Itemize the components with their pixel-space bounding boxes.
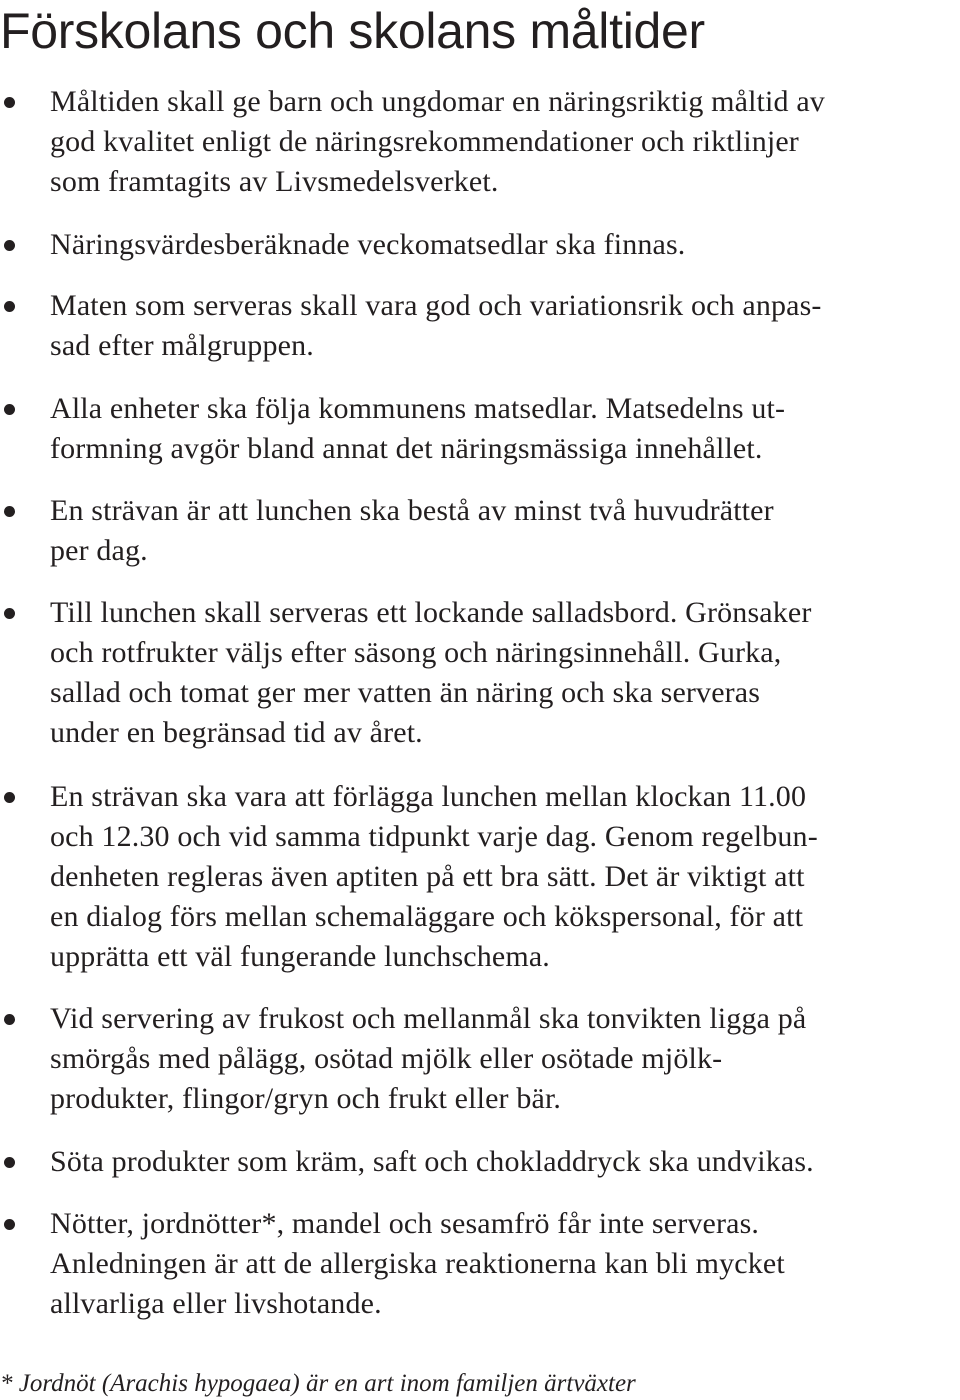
bullet-icon <box>4 1014 15 1025</box>
bullet-icon <box>4 97 15 108</box>
list-item-text <box>50 593 954 753</box>
page-title: Förskolans och skolans måltider <box>0 3 705 59</box>
text-line: en dialog förs mellan schemaläggare och kökspersonal, för att <box>50 900 804 933</box>
text-line: denheten regleras även aptiten på ett bra sätt. Det är viktigt att <box>50 860 805 893</box>
text-line: allvarliga eller livshotande. <box>50 1287 382 1320</box>
text-line: per dag. <box>50 534 148 567</box>
text-line: Anledningen är att de allergiska reaktionerna kan bli mycket <box>50 1247 785 1280</box>
bullet-icon <box>4 1157 15 1168</box>
text-line: som framtagits av Livsmedelsverket. <box>50 165 499 198</box>
text-line: En strävan ska vara att förlägga lunchen mellan klockan 11.00 <box>50 780 807 813</box>
text-line: Alla enheter ska följa kommunens matsedlar. Matsedelns ut- <box>50 392 786 425</box>
text-line: Vid servering av frukost och mellanmål ska tonvikten ligga på <box>50 1002 807 1035</box>
list-item-text <box>50 777 954 977</box>
text-line: sallad och tomat ger mer vatten än näring och ska serveras <box>50 676 761 709</box>
bullet-icon <box>4 792 15 803</box>
list-item-text <box>50 225 954 265</box>
text-line: Nötter, jordnötter*, mandel och sesamfrö får inte serveras. <box>50 1207 760 1240</box>
text-line: produkter, flingor/gryn och frukt eller bär. <box>50 1082 562 1115</box>
bullet-icon <box>4 608 15 619</box>
text-line: Till lunchen skall serveras ett lockande salladsbord. Grönsaker <box>50 596 812 629</box>
bullet-icon <box>4 240 15 251</box>
text-line: Måltiden skall ge barn och ungdomar en näringsriktig måltid av <box>50 85 825 118</box>
text-line: formning avgör bland annat det näringsmässiga innehållet. <box>50 432 763 465</box>
bullet-icon <box>4 1219 15 1230</box>
text-line: och 12.30 och vid samma tidpunkt varje dag. Genom regelbun- <box>50 820 818 853</box>
text-line: En strävan är att lunchen ska bestå av minst två huvudrätter <box>50 494 774 527</box>
list-item-text <box>50 82 954 202</box>
text-line: sad efter målgruppen. <box>50 329 314 362</box>
bullet-icon <box>4 301 15 312</box>
list-item-text <box>50 999 954 1119</box>
list-item-text <box>50 491 954 571</box>
list-item-text <box>50 286 954 366</box>
list-item-text <box>50 389 954 469</box>
text-line: god kvalitet enligt de näringsrekommendationer och riktlinjer <box>50 125 799 158</box>
text-line: Näringsvärdesberäknade veckomatsedlar ska finnas. <box>50 228 686 261</box>
text-line: smörgås med pålägg, osötad mjölk eller osötade mjölk- <box>50 1042 723 1075</box>
text-line: och rotfrukter väljs efter säsong och näringsinnehåll. Gurka, <box>50 636 782 669</box>
bullet-icon <box>4 506 15 517</box>
list-item-text <box>50 1142 954 1182</box>
bullet-icon <box>4 404 15 415</box>
footnote: * Jordnöt (Arachis hypogaea) är en art inom familjen ärtväxter <box>0 1370 636 1397</box>
text-line: under en begränsad tid av året. <box>50 716 423 749</box>
list-item-text <box>50 1204 954 1324</box>
text-line: Maten som serveras skall vara god och variationsrik och anpas- <box>50 289 822 322</box>
text-line: upprätta ett väl fungerande lunchschema. <box>50 940 550 973</box>
text-line: Söta produkter som kräm, saft och chokladdryck ska undvikas. <box>50 1145 814 1178</box>
